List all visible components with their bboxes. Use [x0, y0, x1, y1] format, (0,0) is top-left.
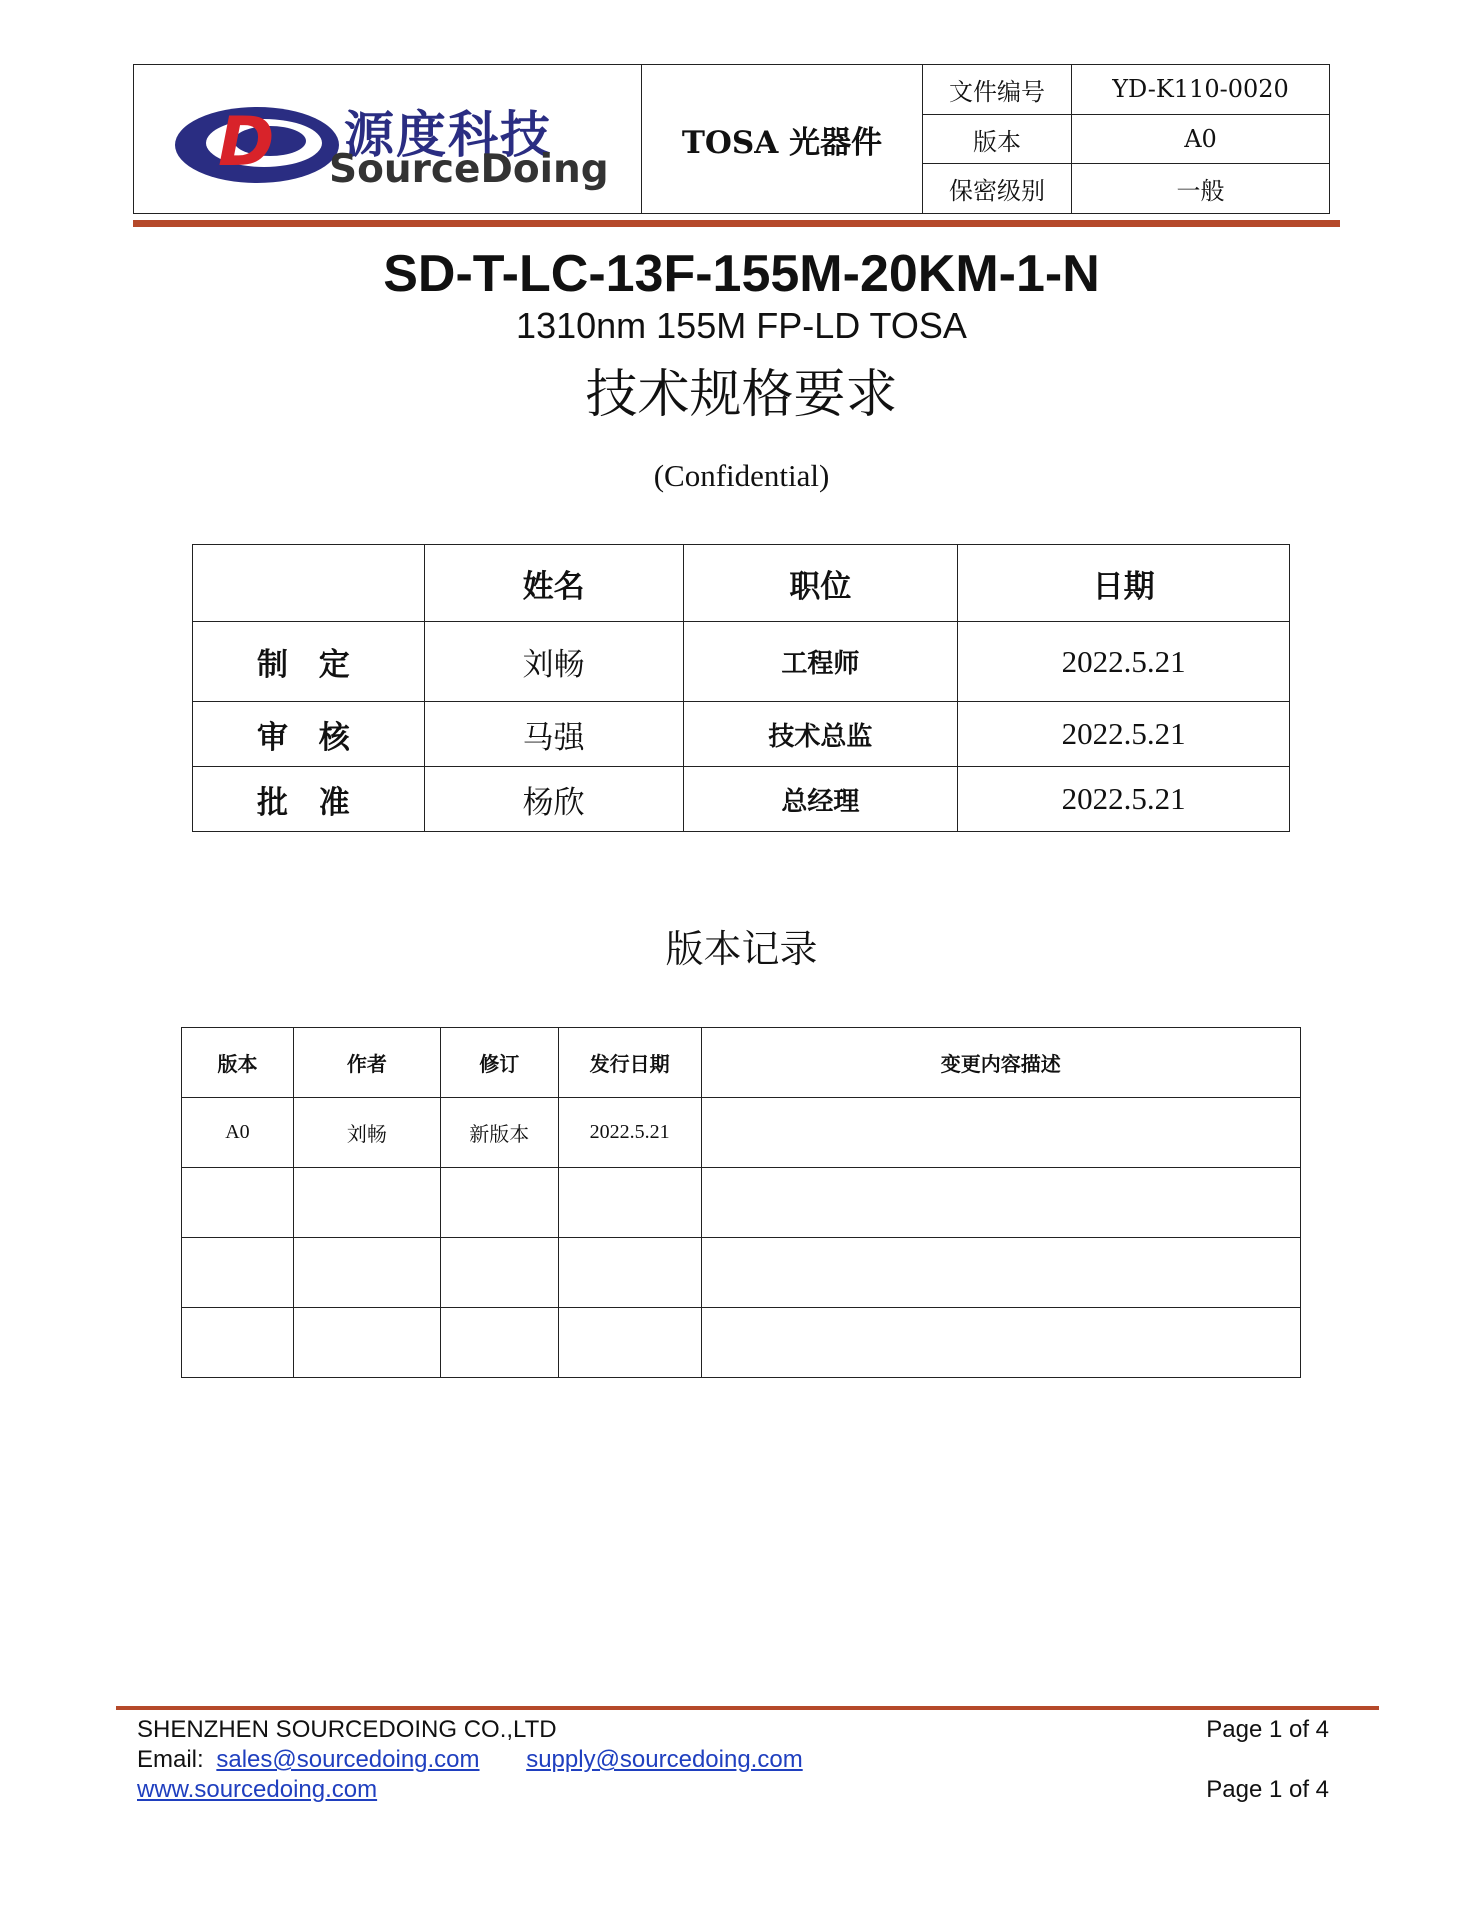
- revision-cell: 新版本: [440, 1098, 558, 1168]
- version-cell: [182, 1168, 294, 1238]
- role-cell: 审 核: [193, 702, 425, 767]
- author-cell: [293, 1168, 440, 1238]
- header-divider: [133, 220, 1340, 227]
- change-description-cell: [701, 1308, 1300, 1378]
- header-cell: 变更内容描述: [701, 1028, 1300, 1098]
- author-cell: [293, 1308, 440, 1378]
- revision-heading: 版本记录: [665, 927, 818, 971]
- header-cell: 作者: [293, 1028, 440, 1098]
- release-date-cell: 2022.5.21: [558, 1098, 701, 1168]
- email-line: [137, 1746, 803, 1774]
- release-date-cell: [558, 1308, 701, 1378]
- logo-letter: D: [218, 103, 275, 182]
- table-row: [182, 1098, 1301, 1168]
- company-name: SHENZHEN SOURCEDOING CO.,LTD: [137, 1716, 557, 1743]
- meta-label: 保密级别: [923, 164, 1072, 213]
- position-cell: 技术总监: [683, 702, 958, 767]
- company-logo: [134, 65, 642, 213]
- supply-email-link[interactable]: supply@sourcedoing.com: [526, 1746, 803, 1773]
- meta-row: [923, 65, 1329, 115]
- header-cell: 发行日期: [558, 1028, 701, 1098]
- table-row: [182, 1168, 1301, 1238]
- revision-cell: [440, 1168, 558, 1238]
- table-row: [182, 1308, 1301, 1378]
- doc-type: TOSA 光器件: [642, 65, 923, 213]
- meta-row: [923, 164, 1329, 213]
- website-link[interactable]: www.sourcedoing.com: [137, 1776, 378, 1803]
- header-cell: [193, 545, 425, 622]
- meta-label: 版本: [923, 115, 1072, 164]
- table-header-row: [193, 545, 1290, 622]
- table-row: [193, 702, 1290, 767]
- sourcedoing-logo-mark-icon: [172, 93, 342, 193]
- version-cell: [182, 1238, 294, 1308]
- spec-heading: 技术规格要求: [585, 365, 898, 425]
- header-cell: 版本: [182, 1028, 294, 1098]
- revision-cell: [440, 1238, 558, 1308]
- release-date-cell: [558, 1238, 701, 1308]
- page-number: Page 1 of 4: [1206, 1776, 1329, 1803]
- table-row: [193, 622, 1290, 702]
- author-cell: [293, 1238, 440, 1308]
- header-cell: 日期: [958, 545, 1290, 622]
- meta-row: [923, 115, 1329, 165]
- meta-value: A0: [1184, 125, 1217, 153]
- name-cell: 马强: [424, 702, 683, 767]
- table-row: [182, 1238, 1301, 1308]
- date-cell: 2022.5.21: [958, 702, 1290, 767]
- sales-email-link[interactable]: sales@sourcedoing.com: [216, 1746, 480, 1773]
- author-cell: 刘畅: [293, 1098, 440, 1168]
- version-cell: A0: [182, 1098, 294, 1168]
- meta-label: 文件编号: [923, 65, 1072, 114]
- page-number: Page 1 of 4: [1206, 1716, 1329, 1743]
- table-row: [193, 767, 1290, 832]
- header-cell: 修订: [440, 1028, 558, 1098]
- change-description-cell: [701, 1168, 1300, 1238]
- email-label: Email:: [137, 1746, 204, 1773]
- header-cell: 职位: [683, 545, 958, 622]
- revision-table: [181, 1027, 1301, 1378]
- position-cell: 工程师: [683, 622, 958, 702]
- document-header: [133, 64, 1330, 214]
- role-cell: 制 定: [193, 622, 425, 702]
- approval-table: [192, 544, 1290, 832]
- change-description-cell: [701, 1238, 1300, 1308]
- date-cell: 2022.5.21: [958, 767, 1290, 832]
- logo-name-cn: 源度科技: [344, 106, 552, 164]
- meta-value: YD-K110-0020: [1112, 75, 1289, 104]
- header-cell: 姓名: [424, 545, 683, 622]
- product-subtitle: 1310nm 155M FP-LD TOSA: [516, 305, 967, 346]
- role-cell: 批 准: [193, 767, 425, 832]
- revision-cell: [440, 1308, 558, 1378]
- meta-value: 一般: [1176, 177, 1225, 206]
- date-cell: 2022.5.21: [958, 622, 1290, 702]
- website-line: [137, 1776, 377, 1804]
- logo-name-en: SourceDoing: [329, 147, 609, 192]
- release-date-cell: [558, 1168, 701, 1238]
- name-cell: 刘畅: [424, 622, 683, 702]
- name-cell: 杨欣: [424, 767, 683, 832]
- version-cell: [182, 1308, 294, 1378]
- confidential-label: (Confidential): [653, 458, 830, 493]
- doc-meta: [923, 65, 1329, 213]
- position-cell: 总经理: [683, 767, 958, 832]
- change-description-cell: [701, 1098, 1300, 1168]
- product-model-title: SD-T-LC-13F-155M-20KM-1-N: [383, 245, 1100, 303]
- footer-divider: [116, 1706, 1379, 1710]
- table-header-row: [182, 1028, 1301, 1098]
